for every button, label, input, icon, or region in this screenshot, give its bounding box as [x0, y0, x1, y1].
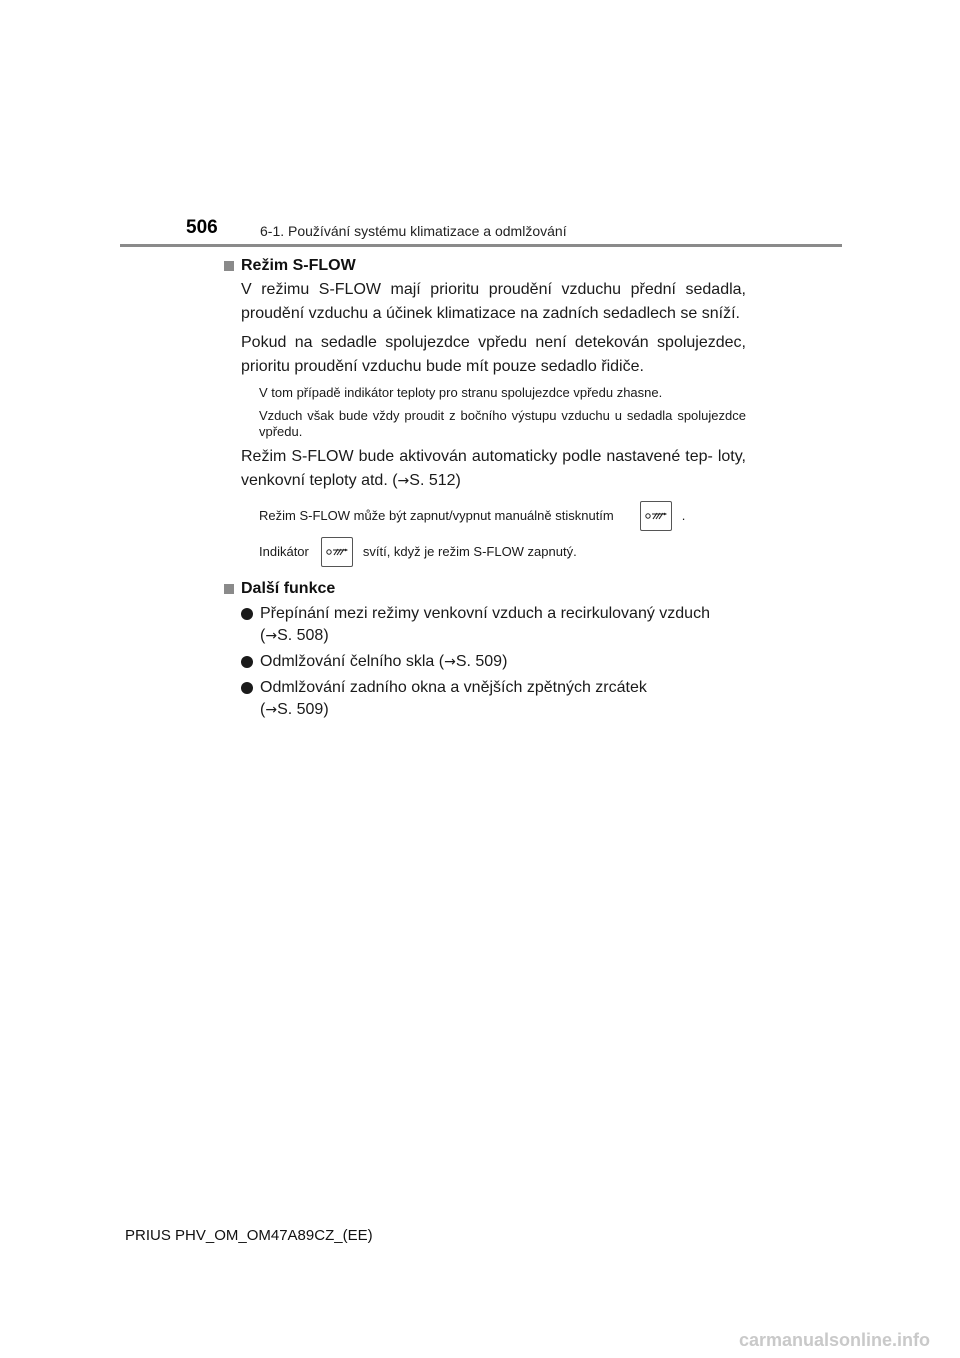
sflow-button-icon	[640, 501, 672, 531]
page-reference[interactable]: S. 509)	[455, 653, 508, 670]
sflow-paragraph-1: V režimu S-FLOW mají prioritu proudění vzduchu přední sedadla, proudění vzduchu a účinek klimatizace na zadních sedadlech se sníží.	[241, 281, 746, 322]
chapter-title: 6-1. Používání systému klimatizace a odmlžování	[260, 223, 567, 239]
watermark: carmanualsonline.info	[738, 1330, 930, 1350]
round-bullet-icon	[241, 608, 253, 620]
list-item	[241, 603, 746, 647]
list-item-text: Odmlžování zadního okna a vnějších zpětných zrcátek (→S. 509)	[260, 679, 647, 718]
note-3-end: .	[681, 508, 686, 523]
arrow-right-icon: →	[397, 473, 410, 489]
note-4-text: Indikátor	[259, 544, 309, 559]
round-bullet-icon	[241, 656, 253, 668]
list-item-text: Odmlžování čelního skla (→S. 509)	[260, 653, 508, 670]
page-reference[interactable]: S. 508)	[277, 627, 329, 644]
square-bullet-icon	[224, 261, 234, 271]
section-heading-text: Další funkce	[241, 580, 336, 597]
note-4-end: svítí, když je režim S-FLOW zapnutý.	[362, 544, 577, 559]
sflow-paragraph-3	[241, 445, 746, 493]
section-heading-other	[222, 578, 746, 600]
sflow-note-4	[259, 537, 746, 567]
page-number: 506	[186, 217, 218, 238]
list-item-text: Přepínání mezi režimy venkovní vzduch a recirkulovaný vzduch (→S. 508)	[260, 605, 710, 644]
header-divider	[120, 244, 842, 247]
sflow-note-2: Vzduch však bude vždy proudit z bočního výstupu vzduchu u sedadla spolujezdce vpředu.	[259, 408, 746, 439]
document-code: PRIUS PHV_OM_OM47A89CZ_(EE)	[125, 1227, 373, 1244]
list-item	[241, 677, 746, 721]
page-reference[interactable]: S. 512)	[409, 472, 461, 489]
paragraph-3-text: Režim S-FLOW bude aktivován automaticky podle nastavené tep- loty, venkovní teploty atd. (	[241, 448, 746, 489]
arrow-right-icon: →	[444, 654, 456, 670]
note-3-text: Režim S-FLOW může být zapnut/vypnut manuálně stisknutím	[259, 508, 614, 523]
sflow-note-1: V tom případě indikátor teploty pro stranu spolujezdce vpředu zhasne.	[259, 385, 663, 400]
page-reference[interactable]: S. 509)	[277, 701, 329, 718]
sflow-paragraph-2: Pokud na sedadle spolujezdce vpředu není detekován spolujezdec, prioritu proudění vzduchu bude mít pouze sedadlo řidiče.	[241, 334, 746, 375]
sflow-indicator-icon	[321, 537, 353, 567]
arrow-right-icon: →	[265, 702, 278, 718]
list-item	[241, 651, 746, 673]
square-bullet-icon	[224, 584, 234, 594]
sflow-note-3	[259, 501, 746, 531]
page-content	[222, 255, 746, 721]
section-heading-sflow	[222, 255, 746, 277]
arrow-right-icon: →	[265, 628, 278, 644]
section-heading-text: Režim S-FLOW	[241, 257, 356, 274]
round-bullet-icon	[241, 682, 253, 694]
